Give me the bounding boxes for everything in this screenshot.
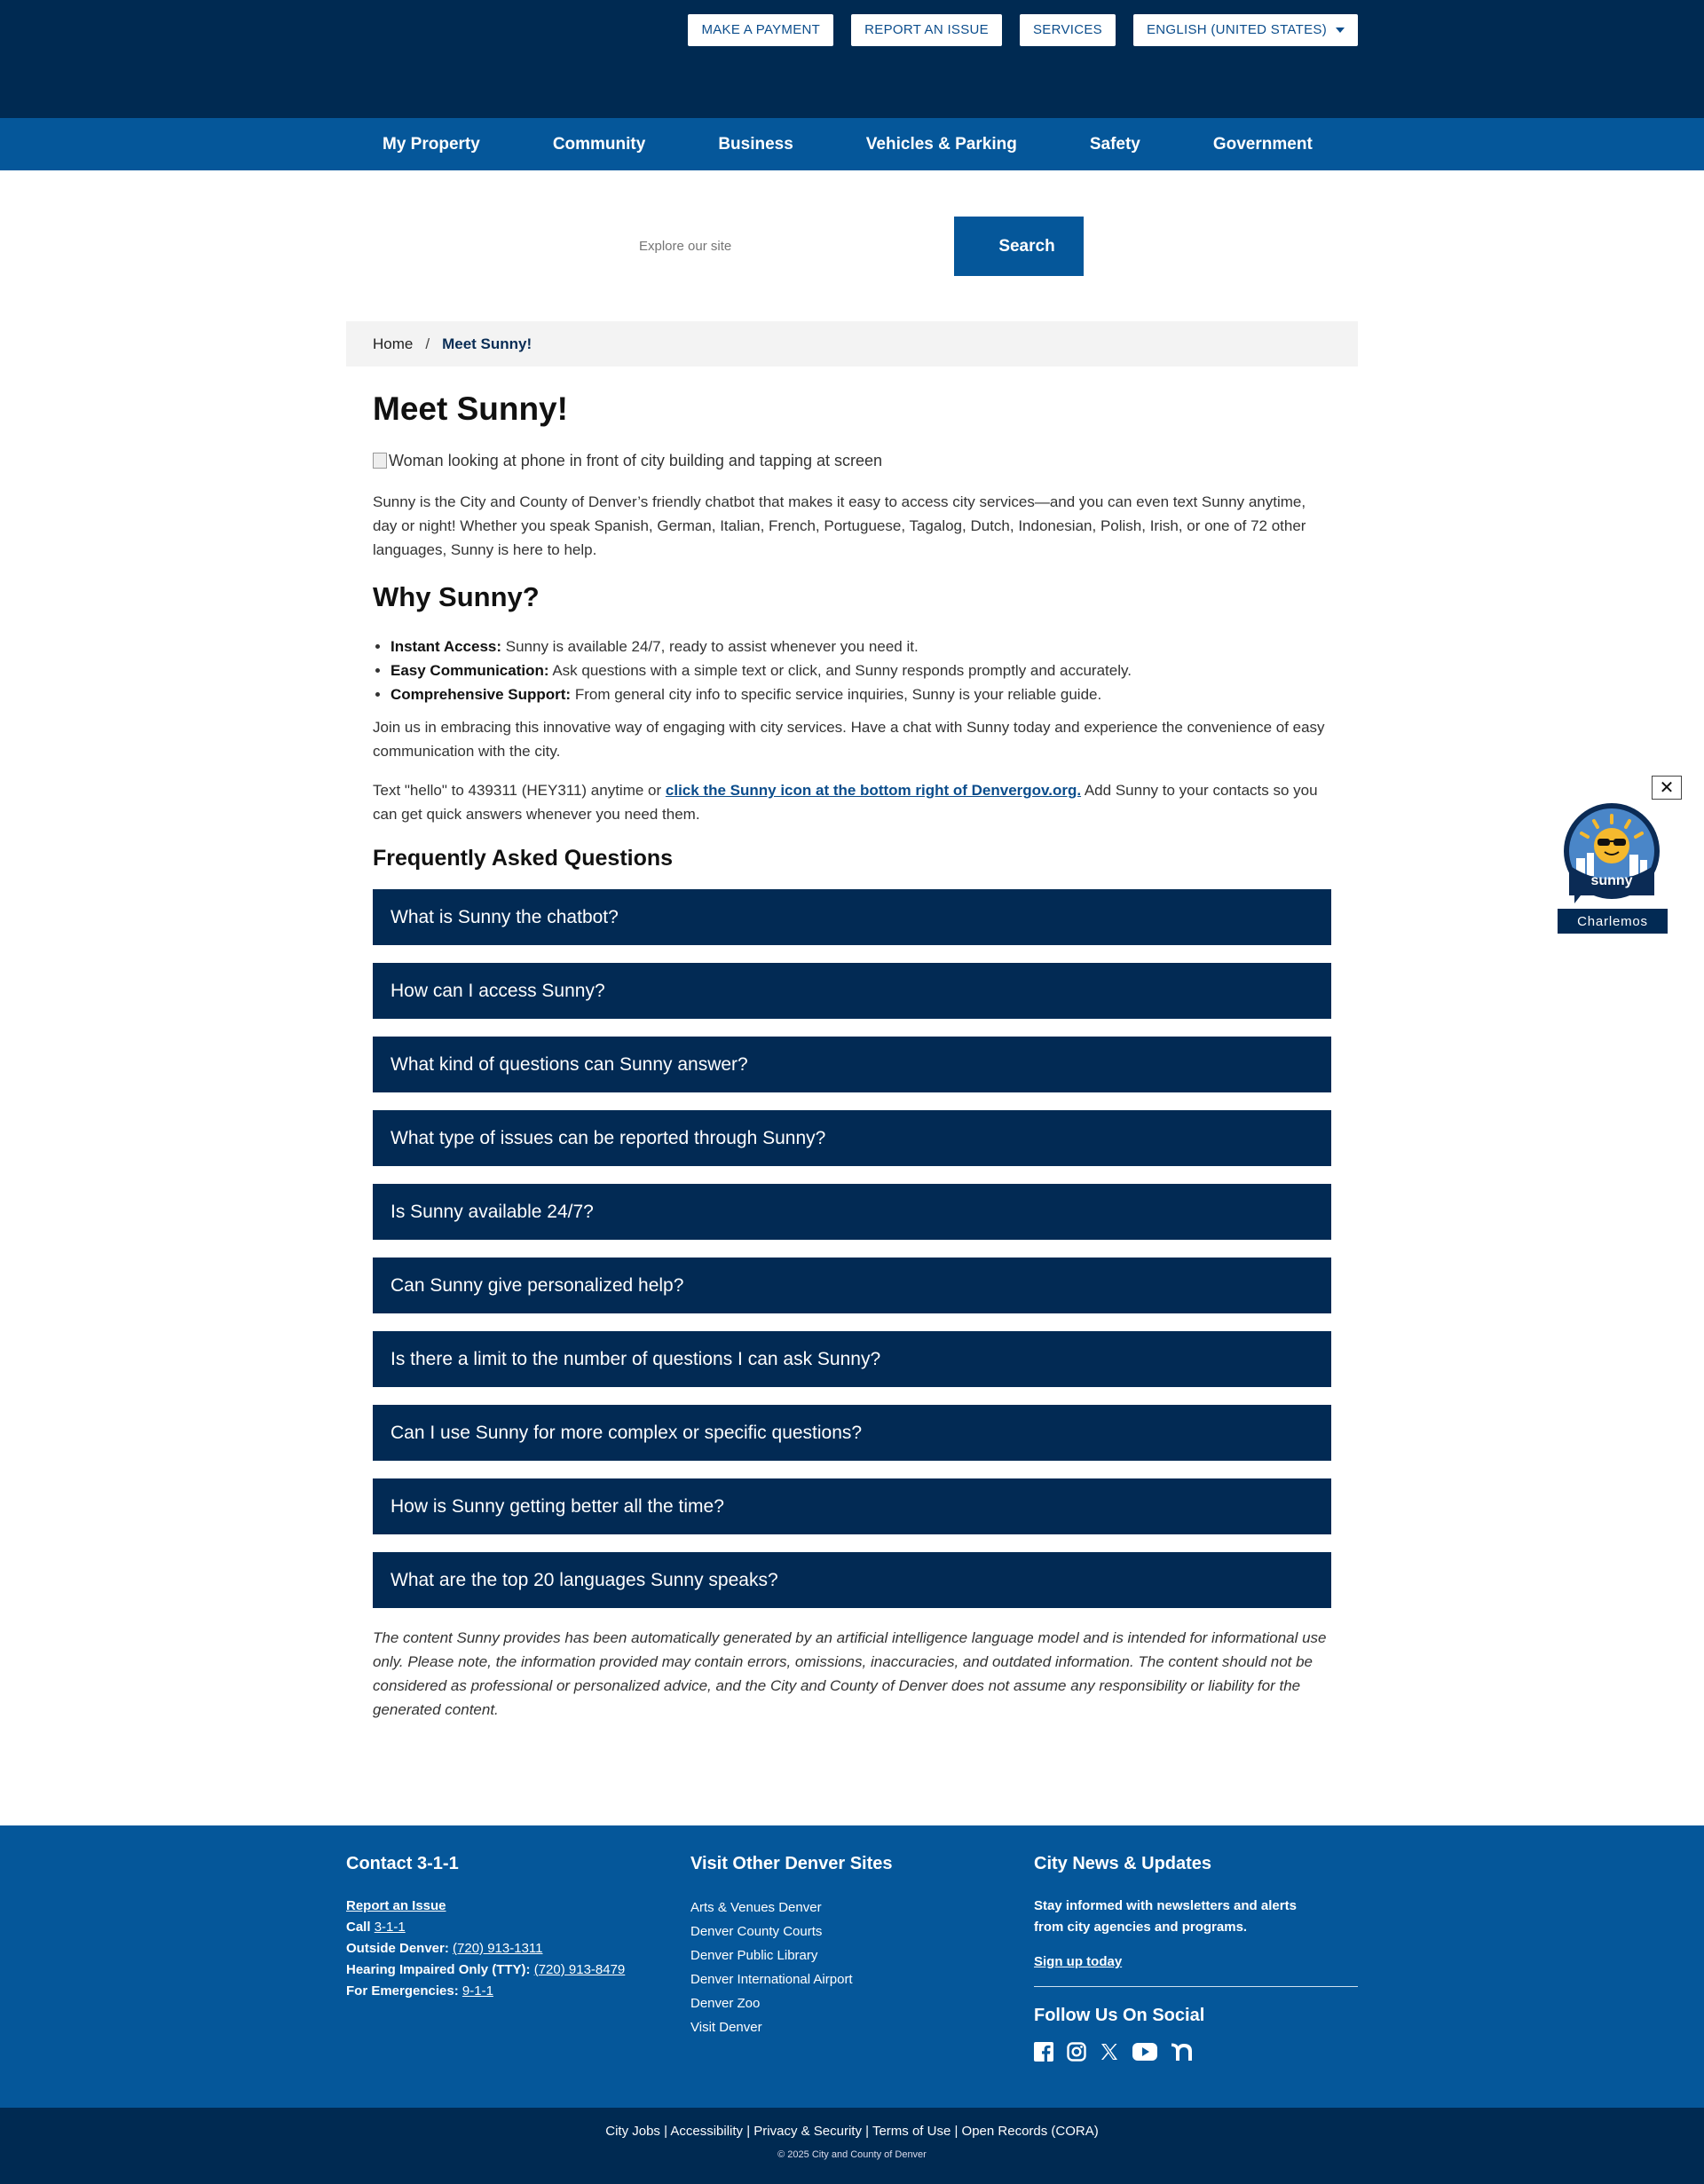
breadcrumb-separator: / <box>425 335 430 352</box>
footer-contact-heading: Contact 3-1-1 <box>346 1854 459 1873</box>
footer-site-link[interactable]: Denver Zoo <box>690 1996 761 2011</box>
footer-news-text: Stay informed with newsletters and alerts from city agencies and programs. <box>1034 1898 1297 1935</box>
list-item <box>390 682 1331 706</box>
x-icon[interactable] <box>1100 2042 1119 2062</box>
faq-accordion-item[interactable]: What kind of questions can Sunny answer? <box>373 1037 1331 1092</box>
faq-accordion-item[interactable]: What are the top 20 languages Sunny speaks? <box>373 1552 1331 1608</box>
nav-item-safety[interactable]: Safety <box>1089 134 1140 154</box>
footer-news-heading: City News & Updates <box>1034 1854 1212 1873</box>
sunny-logo-text: sunny <box>1590 873 1633 888</box>
call-311-link[interactable]: 3-1-1 <box>374 1920 406 1935</box>
list-item-text: Sunny is available 24/7, ready to assist whenever you need it. <box>501 638 919 655</box>
nextdoor-icon[interactable] <box>1171 2042 1194 2062</box>
text-sunny-prefix: Text "hello" to 439311 (HEY311) anytime or <box>373 782 666 799</box>
social-links <box>1034 2042 1358 2062</box>
faq-accordion-item[interactable]: Can Sunny give personalized help? <box>373 1258 1331 1313</box>
faq-accordion-item[interactable]: How is Sunny getting better all the time? <box>373 1478 1331 1534</box>
terms-of-use-link[interactable]: Terms of Use <box>872 2124 951 2139</box>
footer-social-heading: Follow Us On Social <box>1034 2006 1205 2025</box>
privacy-security-link[interactable]: Privacy & Security <box>753 2124 862 2139</box>
footer-sites-heading: Visit Other Denver Sites <box>690 1854 893 1873</box>
outside-denver-label: Outside Denver: <box>346 1941 454 1956</box>
facebook-icon[interactable] <box>1034 2042 1053 2062</box>
nav-item-vehicles-parking[interactable]: Vehicles & Parking <box>865 134 1017 154</box>
top-header <box>0 0 1704 118</box>
call-label: Call <box>346 1920 375 1935</box>
accessibility-link[interactable]: Accessibility <box>670 2124 744 2139</box>
faq-accordion-item[interactable]: Is there a limit to the number of questions I can ask Sunny? <box>373 1331 1331 1387</box>
instagram-icon[interactable] <box>1067 2042 1086 2062</box>
hero-image <box>373 447 1331 474</box>
report-issue-link[interactable]: Report an Issue <box>346 1898 446 1913</box>
make-payment-button[interactable]: MAKE A PAYMENT <box>688 14 833 46</box>
copyright: © 2025 City and County of Denver <box>777 2149 927 2160</box>
nav-item-my-property[interactable]: My Property <box>383 134 480 154</box>
chat-label[interactable]: Charlemos <box>1558 909 1668 934</box>
broken-image-icon <box>373 453 387 469</box>
emergency-label: For Emergencies: <box>346 1983 462 1999</box>
footer-site-link[interactable]: Arts & Venues Denver <box>690 1900 822 1915</box>
open-records-link[interactable]: Open Records (CORA) <box>961 2124 1099 2139</box>
emergency-phone-link[interactable]: 9-1-1 <box>462 1983 493 1999</box>
footer-other-sites <box>690 1854 893 2039</box>
footer-site-link[interactable]: Denver County Courts <box>690 1924 823 1939</box>
tty-phone-link[interactable]: (720) 913-8479 <box>533 1962 626 1977</box>
footer-divider <box>1034 1986 1358 1987</box>
sunny-chat-launcher[interactable] <box>1564 803 1660 899</box>
bottom-bar <box>0 2108 1704 2184</box>
hero-image-alt-text: Woman looking at phone in front of city building and tapping at screen <box>389 451 883 469</box>
sunny-icon-link[interactable]: click the Sunny icon at the bottom right of Denvergov.org. <box>665 782 1082 799</box>
youtube-icon[interactable] <box>1132 2043 1157 2061</box>
utility-links <box>688 14 1358 46</box>
main-nav <box>0 118 1704 170</box>
signup-link[interactable]: Sign up today <box>1034 1954 1123 1969</box>
report-issue-button[interactable]: REPORT AN ISSUE <box>851 14 1002 46</box>
sunny-logo-icon <box>1567 807 1656 895</box>
text-sunny-paragraph <box>373 778 1331 826</box>
footer-site-link[interactable]: Denver International Airport <box>690 1972 853 1987</box>
list-item-label: Easy Communication: <box>390 662 549 679</box>
text-sunny-suffix: Add Sunny to your contacts so you can get quick answers whenever you need them. <box>373 782 1318 823</box>
faq-accordion-item[interactable]: How can I access Sunny? <box>373 963 1331 1019</box>
why-list <box>373 635 1331 706</box>
city-jobs-link[interactable]: City Jobs <box>605 2124 660 2139</box>
nav-item-business[interactable]: Business <box>718 134 793 154</box>
list-item-text: From general city info to specific service inquiries, Sunny is your reliable guide. <box>571 686 1102 703</box>
breadcrumb-current: Meet Sunny! <box>442 335 532 352</box>
ai-disclaimer: The content Sunny provides has been automatically generated by an artificial intelligence language model and is intended for informational use only. Please note, the information provided may contain errors, omissions, inaccuracies, and outdated information. The content should not be considered as professional or personalized advice, and the City and County of Denver does not assume any responsibility or liability for the generated content. <box>373 1629 1327 1718</box>
footer-site-link[interactable]: Denver Public Library <box>690 1948 818 1963</box>
language-select-value: ENGLISH (UNITED STATES) <box>1146 22 1327 37</box>
intro-paragraph: Sunny is the City and County of Denver’s friendly chatbot that makes it easy to access city services—and you can even text Sunny anytime, day or night! Whether you speak Spanish, German, Italian, French, Portuguese, Tagalog, Dutch, Indonesian, Polish, Irish, or one of 72 other languages, Sunny is here to help. <box>373 493 1306 558</box>
footer-news <box>1034 1854 1358 2062</box>
nav-item-community[interactable]: Community <box>552 134 646 154</box>
nav-item-government[interactable]: Government <box>1212 134 1313 154</box>
site-footer <box>0 1825 1704 2108</box>
join-paragraph: Join us in embracing this innovative way of engaging with city services. Have a chat with Sunny today and experience the convenience of easy communication with the city. <box>373 719 1325 760</box>
footer-contact <box>346 1854 625 2002</box>
faq-accordion-item[interactable]: Is Sunny available 24/7? <box>373 1184 1331 1240</box>
why-heading: Why Sunny? <box>373 581 540 612</box>
chevron-down-icon <box>1336 28 1345 33</box>
search-button[interactable]: Search <box>954 217 1084 276</box>
list-item-label: Instant Access: <box>390 638 502 655</box>
list-item-label: Comprehensive Support: <box>390 686 572 703</box>
close-icon: ✕ <box>1659 778 1675 798</box>
tty-label: Hearing Impaired Only (TTY): <box>346 1962 534 1977</box>
language-select[interactable] <box>1133 14 1358 46</box>
site-search <box>621 217 1084 276</box>
footer-site-link[interactable]: Visit Denver <box>690 2020 762 2035</box>
faq-accordion-item[interactable]: What is Sunny the chatbot? <box>373 889 1331 945</box>
page-title: Meet Sunny! <box>373 390 568 427</box>
main-content <box>373 390 1331 1722</box>
faq-accordion-item[interactable]: What type of issues can be reported through Sunny? <box>373 1110 1331 1166</box>
outside-denver-phone-link[interactable]: (720) 913-1311 <box>453 1941 543 1956</box>
faq-heading: Frequently Asked Questions <box>373 846 674 871</box>
list-item-text: Ask questions with a simple text or click, and Sunny responds promptly and accurately. <box>548 662 1132 679</box>
bottom-links: City Jobs | Accessibility | Privacy & Security | Terms of Use | Open Records (CORA) <box>605 2124 1099 2139</box>
faq-accordion-item[interactable]: Can I use Sunny for more complex or specific questions? <box>373 1405 1331 1461</box>
breadcrumb-home[interactable]: Home <box>373 335 414 352</box>
list-item <box>390 658 1331 682</box>
search-input[interactable] <box>621 217 954 276</box>
breadcrumb <box>346 321 1358 367</box>
list-item <box>390 635 1331 658</box>
services-button[interactable]: SERVICES <box>1020 14 1116 46</box>
chat-close-button[interactable] <box>1652 776 1682 800</box>
